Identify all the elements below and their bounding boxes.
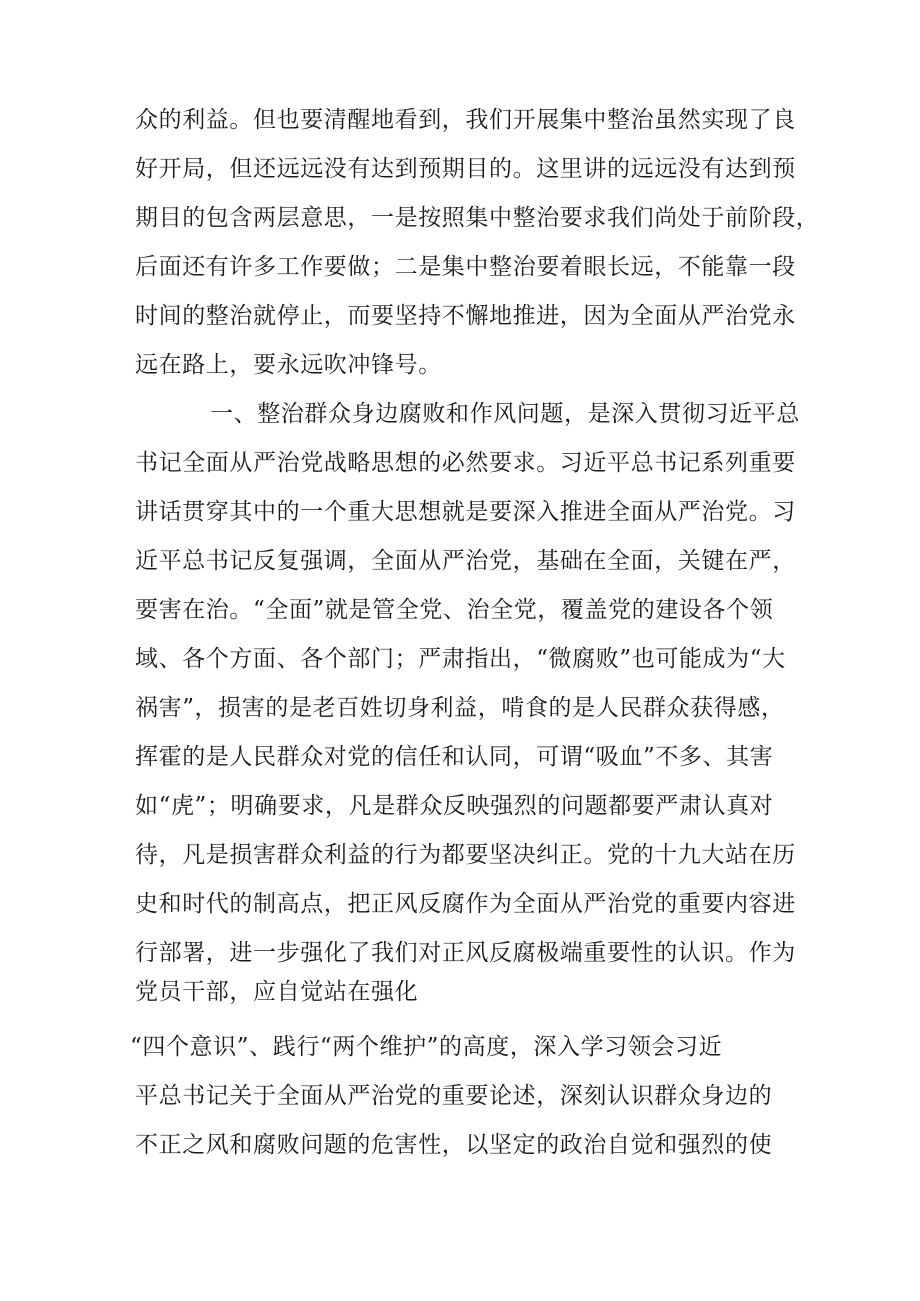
- text-line: 时间的整治就停止，而要坚持不懈地推进，因为全面从严治党永: [135, 303, 796, 329]
- text-line: 如“虎”；明确要求，凡是群众反映强烈的问题都要严肃认真对: [135, 793, 774, 819]
- text-line: 要害在治。“全面”就是管全党、治全党，覆盖党的建设各个领: [135, 597, 774, 623]
- text-line: 众的利益。但也要清醒地看到，我们开展集中整治虽然实现了良: [135, 107, 796, 133]
- text-line: 近平总书记反复强调，全面从严治党，基础在全面，关键在严，: [135, 548, 796, 574]
- text-line: 期目的包含两层意思，一是按照集中整治要求我们尚处于前阶段，: [135, 205, 820, 231]
- text-line: 后面还有许多工作要做；二是集中整治要着眼长远，不能靠一段: [135, 254, 796, 280]
- paragraph-first-line: 一、整治群众身边腐败和作风问题，是深入贯彻习近平总: [210, 401, 800, 427]
- text-line: 远在路上，要永远吹冲锋号。: [135, 352, 442, 378]
- text-line: 域、各个方面、各个部门；严肃指出，“微腐败”也可能成为“大: [135, 646, 786, 672]
- text-line: 党员干部，应自觉站在强化: [135, 979, 419, 1005]
- text-line: 书记全面从严治党战略思想的必然要求。习近平总书记系列重要: [135, 450, 796, 476]
- text-line: 平总书记关于全面从严治党的重要论述，深刻认识群众身边的: [135, 1083, 773, 1109]
- text-line: “四个意识”、践行“两个维护”的高度，深入学习领会习近: [130, 1034, 723, 1060]
- text-line: 行部署，进一步强化了我们对正风反腐极端重要性的认识。作为: [135, 940, 796, 966]
- text-line: 祸害”，损害的是老百姓切身利益，啃食的是人民群众获得感，: [135, 695, 785, 721]
- text-line: 待，凡是损害群众利益的行为都要坚决纠正。党的十九大站在历: [135, 842, 796, 868]
- text-line: 史和时代的制高点，把正风反腐作为全面从严治党的重要内容进: [135, 891, 796, 917]
- text-line: 好开局，但还远远没有达到预期目的。这里讲的远远没有达到预: [135, 156, 796, 182]
- text-line: 不正之风和腐败问题的危害性，以坚定的政治自觉和强烈的使: [135, 1132, 773, 1158]
- text-line: 挥霍的是人民群众对党的信任和认同，可谓“吸血”不多、其害: [135, 744, 774, 770]
- text-line: 讲话贯穿其中的一个重大思想就是要深入推进全面从严治党。习: [135, 499, 796, 525]
